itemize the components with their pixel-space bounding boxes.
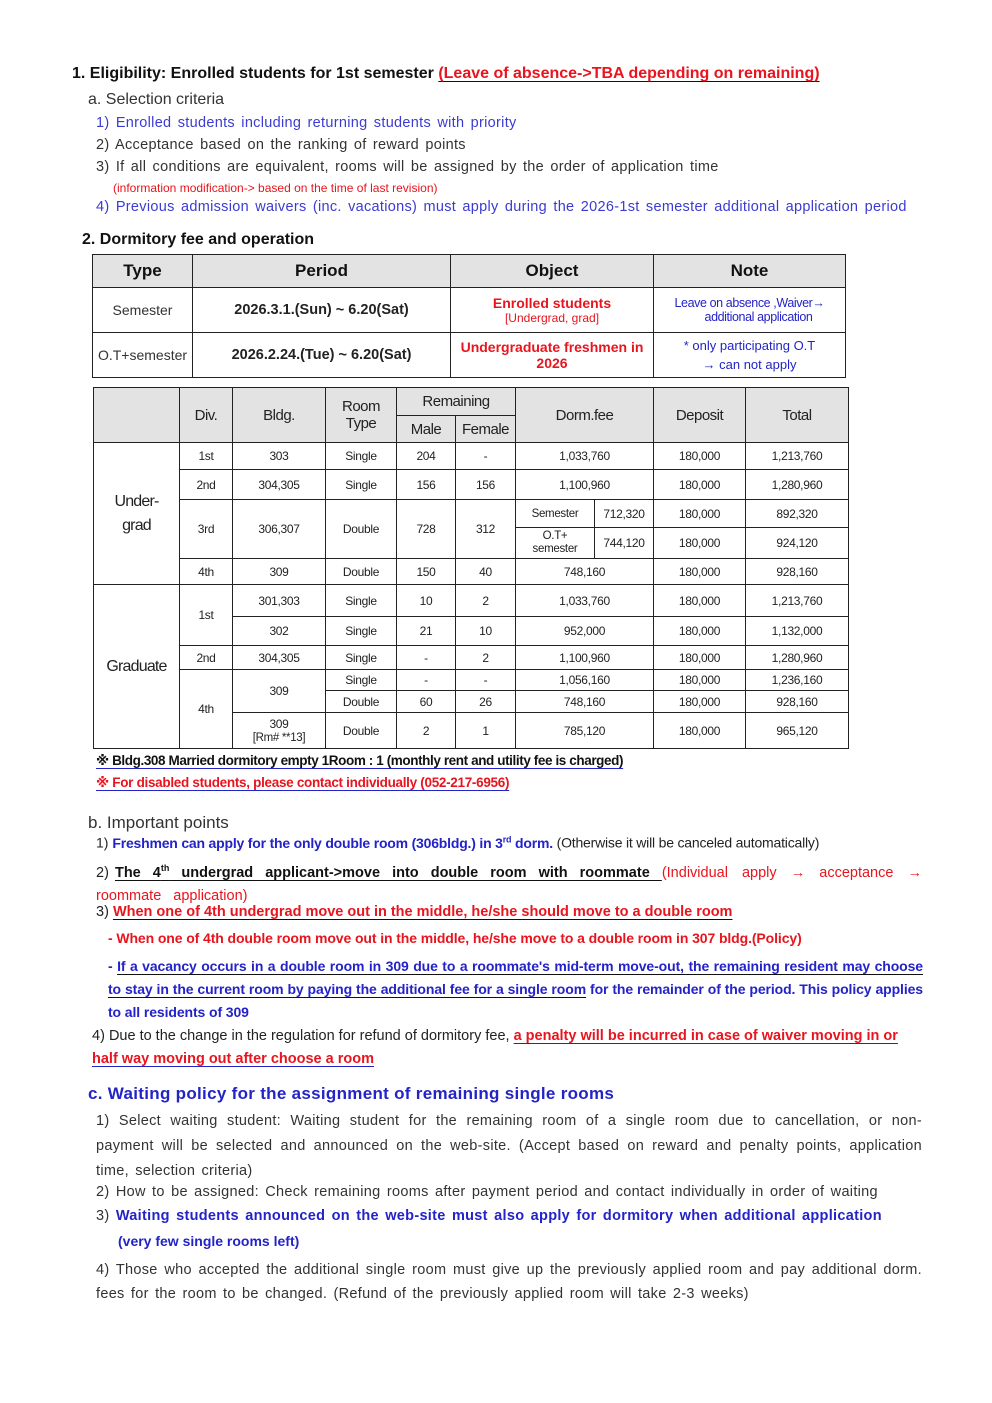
- bldg-cell: 302: [233, 617, 326, 646]
- point-3-dash-2-rest: for the remainder of the period. This policy applies to all residents of 309: [108, 981, 923, 1020]
- object-sub: 2026: [536, 355, 568, 371]
- bldg-cell: 306,307: [233, 500, 326, 559]
- married-dorm-note: ※ Bldg.308 Married dormitory empty 1Room : 1 (monthly rent and utility fee is charged): [96, 753, 624, 768]
- period-cell: 2026.2.24.(Tue) ~ 6.20(Sat): [193, 333, 451, 378]
- point-2-red: (Individual apply → acceptance → roommate application): [96, 864, 922, 904]
- male-cell: 204: [397, 443, 456, 470]
- fee-cell: 1,033,760: [516, 443, 654, 470]
- fee-cell: 744,120: [595, 528, 654, 559]
- point-3-dash-1: - When one of 4th double room move out in the middle, he/she move to a double room in 307 bldg.(Policy): [108, 930, 802, 946]
- fee-table-header-row-1: [94, 388, 849, 416]
- male-cell: 156: [397, 470, 456, 500]
- bldg-cell: 304,305: [233, 646, 326, 670]
- male-cell: -: [397, 670, 456, 691]
- fee-cell: 712,320: [595, 500, 654, 528]
- total-cell: 1,213,760: [746, 585, 849, 617]
- type-cell: Double: [326, 559, 397, 585]
- object-cell: [451, 288, 654, 333]
- waiting-item-3-text: Waiting students announced on the web-site must also apply for dormitory when additional application: [115, 1208, 882, 1224]
- point-2-a: The 4: [114, 864, 161, 881]
- type-cell: O.T+semester: [93, 333, 193, 378]
- type-cell: Double: [326, 500, 397, 559]
- div-cell: 2nd: [180, 470, 233, 500]
- fee-cell: 785,120: [516, 713, 654, 749]
- div-cell: 2nd: [180, 646, 233, 670]
- group-undergrad: [94, 443, 180, 585]
- item-number: 3): [96, 1208, 110, 1224]
- group-undergrad-line-2: grad: [122, 516, 151, 534]
- bldg-line-2: [Rm# **13]: [252, 731, 306, 744]
- header-dorm-fee: Dorm.fee: [516, 388, 654, 443]
- criteria-item-1: 1) Enrolled students including returning students with priority: [96, 115, 517, 131]
- total-cell: 1,236,160: [746, 670, 849, 691]
- table-row: [94, 585, 849, 617]
- deposit-cell: 180,000: [654, 585, 746, 617]
- header-type: Type: [93, 255, 193, 288]
- bldg-line-1: 309: [269, 716, 289, 731]
- table-row: [93, 333, 846, 378]
- important-points-heading: b. Important points: [88, 813, 229, 832]
- fee-cell: 1,056,160: [516, 670, 654, 691]
- dash: -: [108, 958, 118, 974]
- deposit-cell: 180,000: [654, 691, 746, 713]
- note-line-1: * only participating O.T: [683, 338, 816, 353]
- point-1-bold-a: Freshmen can apply for the only double room (306bldg.) in 3: [112, 834, 503, 851]
- section-1-title: [72, 65, 820, 83]
- header-female: Female: [456, 416, 516, 443]
- type-cell: Single: [326, 585, 397, 617]
- table-row: [94, 443, 849, 470]
- female-cell: 26: [456, 691, 516, 713]
- male-cell: 10: [397, 585, 456, 617]
- female-cell: 1: [456, 713, 516, 749]
- note-cell: [654, 288, 846, 333]
- disabled-students-note: ※ For disabled students, please contact individually (052-217-6956): [96, 775, 510, 790]
- deposit-cell: 180,000: [654, 528, 746, 559]
- object-main: Enrolled students: [492, 295, 612, 311]
- room-type-line-1: Room: [341, 398, 380, 415]
- div-cell: 4th: [180, 559, 233, 585]
- point-number: 4): [92, 1028, 105, 1044]
- deposit-cell: 180,000: [654, 500, 746, 528]
- point-number: 3): [96, 904, 109, 920]
- type-cell: Double: [326, 713, 397, 749]
- div-cell: 1st: [180, 443, 233, 470]
- bldg-cell: 301,303: [233, 585, 326, 617]
- point-number: 1): [96, 834, 109, 851]
- criteria-item-4: 4) Previous admission waivers (inc. vacations) must apply during the 2026-1st semester additional application period: [96, 199, 907, 215]
- fee-cell: 1,033,760: [516, 585, 654, 617]
- header-period: Period: [193, 255, 451, 288]
- period-table: [92, 254, 846, 378]
- div-cell: 3rd: [180, 500, 233, 559]
- table-row: [93, 288, 846, 333]
- waiting-item-2: 2) How to be assigned: Check remaining rooms after payment period and contact individually in order of waiting: [96, 1184, 878, 1200]
- deposit-cell: 180,000: [654, 670, 746, 691]
- bldg-cell: [233, 713, 326, 749]
- male-cell: -: [397, 646, 456, 670]
- type-cell: Semester: [93, 288, 193, 333]
- note-line-2: additional application: [704, 310, 813, 324]
- title-prefix: 1. Eligibility: [72, 65, 161, 82]
- point-1-bold-b: dorm.: [511, 834, 553, 851]
- point-2: [96, 857, 922, 908]
- total-cell: 1,132,000: [746, 617, 849, 646]
- total-cell: 1,213,760: [746, 443, 849, 470]
- female-cell: -: [456, 670, 516, 691]
- note-line-1: Leave on absence ,Waiver→: [674, 296, 825, 310]
- male-cell: 150: [397, 559, 456, 585]
- total-cell: 892,320: [746, 500, 849, 528]
- type-cell: Single: [326, 670, 397, 691]
- total-cell: 928,160: [746, 559, 849, 585]
- waiting-item-4: 4) Those who accepted the additional single room must give up the previously applied room and pay additional dorm. fees for the room to be changed. (Refund of the previously applied room will take 2-3 weeks): [96, 1262, 922, 1302]
- deposit-cell: 180,000: [654, 559, 746, 585]
- fee-label-ot-line-1: O.T+: [542, 530, 568, 542]
- male-cell: 2: [397, 713, 456, 749]
- fee-table: [93, 387, 849, 749]
- table-row: [94, 470, 849, 500]
- fee-label-ot-semester: [516, 528, 595, 559]
- room-type-line-2: Type: [345, 415, 377, 432]
- type-cell: Single: [326, 617, 397, 646]
- object-sub: [Undergrad, grad]: [504, 311, 600, 325]
- deposit-cell: 180,000: [654, 713, 746, 749]
- fee-cell: 748,160: [516, 559, 654, 585]
- deposit-cell: 180,000: [654, 443, 746, 470]
- header-group: [94, 388, 180, 443]
- male-cell: 728: [397, 500, 456, 559]
- point-3-text: When one of 4th undergrad move out in the middle, he/she should move to a double room: [112, 904, 733, 920]
- point-4-text: Due to the change in the regulation for refund of dormitory fee,: [108, 1028, 514, 1044]
- div-cell: 1st: [180, 585, 233, 646]
- point-number: 2): [96, 864, 109, 881]
- female-cell: 2: [456, 585, 516, 617]
- criteria-item-3: 3) If all conditions are equivalent, rooms will be assigned by the order of application time: [96, 159, 719, 175]
- title-note: (Leave of absence->TBA depending on remaining): [438, 65, 820, 82]
- point-2-b: undergrad applicant->move into double room with roommate: [169, 864, 662, 881]
- div-cell: 4th: [180, 670, 233, 749]
- bldg-cell: 309: [233, 559, 326, 585]
- type-cell: Single: [326, 646, 397, 670]
- point-3-dash-2-underlined: If a vacancy occurs in a double room in 309 due to a roommate's mid-term move-out, the remaining resident may choose to stay in the current room by paying the additional fee for a single room: [108, 958, 923, 997]
- total-cell: 1,280,960: [746, 470, 849, 500]
- title-rest: : Enrolled students for 1st semester: [160, 65, 439, 82]
- waiting-item-1: 1) Select waiting student: Waiting student for the remaining room of a single room due to cancellation, or non-payment will be selected and announced on the web-site. (Accept based on reward and penalty points, application time, selection criteria): [96, 1113, 922, 1179]
- deposit-cell: 180,000: [654, 646, 746, 670]
- header-remaining: Remaining: [397, 388, 516, 416]
- point-1-sup: rd: [502, 834, 512, 844]
- point-1-bold: [112, 835, 553, 851]
- fee-cell: 1,100,960: [516, 646, 654, 670]
- male-cell: 60: [397, 691, 456, 713]
- table-row: [94, 500, 849, 528]
- bldg-cell: 304,305: [233, 470, 326, 500]
- type-cell: Single: [326, 443, 397, 470]
- criteria-item-2: 2) Acceptance based on the ranking of reward points: [96, 137, 466, 153]
- header-male: Male: [397, 416, 456, 443]
- deposit-cell: 180,000: [654, 470, 746, 500]
- header-div: Div.: [180, 388, 233, 443]
- female-cell: 156: [456, 470, 516, 500]
- point-3-dash-2: [108, 955, 923, 1024]
- point-2-underlined: [115, 865, 662, 881]
- period-cell: 2026.3.1.(Sun) ~ 6.20(Sat): [193, 288, 451, 333]
- waiting-item-3-sub: (very few single rooms left): [118, 1233, 300, 1249]
- point-2-sup: th: [160, 863, 170, 873]
- fee-cell: 952,000: [516, 617, 654, 646]
- note-line-2: → can not apply: [702, 357, 797, 372]
- table-row: [94, 670, 849, 691]
- header-deposit: Deposit: [654, 388, 746, 443]
- object-cell: [451, 333, 654, 378]
- object-main: Undergraduate freshmen in: [460, 339, 644, 355]
- table-row: [94, 646, 849, 670]
- criteria-item-3-note: (information modification-> based on the time of last revision): [113, 181, 438, 195]
- group-undergrad-line-1: Under-: [114, 492, 159, 510]
- selection-criteria-heading: a. Selection criteria: [88, 91, 225, 108]
- fee-label-semester: Semester: [516, 500, 595, 528]
- deposit-cell: 180,000: [654, 617, 746, 646]
- header-room-type: [326, 388, 397, 443]
- female-cell: 2: [456, 646, 516, 670]
- total-cell: 928,160: [746, 691, 849, 713]
- total-cell: 965,120: [746, 713, 849, 749]
- female-cell: -: [456, 443, 516, 470]
- point-3: [96, 904, 732, 920]
- female-cell: 312: [456, 500, 516, 559]
- total-cell: 924,120: [746, 528, 849, 559]
- table-row: [94, 559, 849, 585]
- total-cell: 1,280,960: [746, 646, 849, 670]
- period-table-header: [93, 255, 846, 288]
- type-cell: Double: [326, 691, 397, 713]
- point-1: [96, 834, 819, 851]
- header-bldg: Bldg.: [233, 388, 326, 443]
- point-4-red: a penalty will be incurred in case of waiver moving in or half way moving out after choose a room: [92, 1028, 898, 1067]
- male-cell: 21: [397, 617, 456, 646]
- header-note: Note: [654, 255, 846, 288]
- group-graduate: Graduate: [94, 585, 180, 749]
- type-cell: Single: [326, 470, 397, 500]
- section-2-title: 2. Dormitory fee and operation: [82, 231, 315, 248]
- fee-cell: 1,100,960: [516, 470, 654, 500]
- fee-label-ot-line-2: semester: [532, 543, 578, 555]
- female-cell: 10: [456, 617, 516, 646]
- header-object: Object: [451, 255, 654, 288]
- female-cell: 40: [456, 559, 516, 585]
- note-cell: [654, 333, 846, 378]
- point-4: [92, 1025, 900, 1071]
- bldg-cell: 309: [233, 670, 326, 713]
- bldg-cell: 303: [233, 443, 326, 470]
- point-1-rest: (Otherwise it will be canceled automatically): [552, 834, 820, 851]
- fee-cell: 748,160: [516, 691, 654, 713]
- header-total: Total: [746, 388, 849, 443]
- waiting-policy-heading: c. Waiting policy for the assignment of remaining single rooms: [88, 1084, 615, 1103]
- waiting-item-3: [96, 1208, 882, 1224]
